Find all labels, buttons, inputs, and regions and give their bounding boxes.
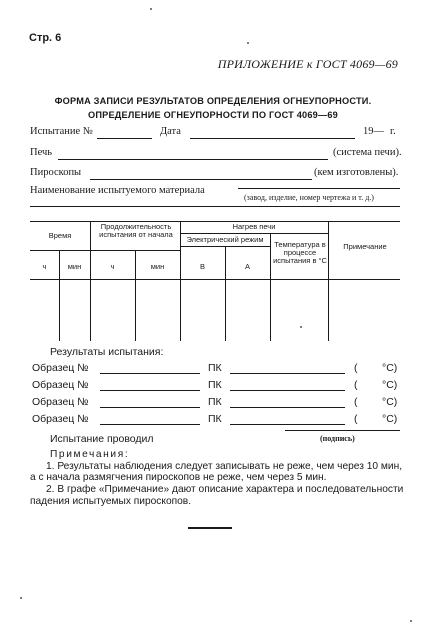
pk-field[interactable] <box>230 407 345 408</box>
furnace-label: Печь <box>30 147 53 158</box>
pk-label: ПК <box>208 362 222 374</box>
sample-row-3 <box>32 396 402 412</box>
sample-row-1 <box>32 362 402 378</box>
col-line-2 <box>90 221 91 341</box>
pk-field[interactable] <box>230 390 345 391</box>
speck <box>247 42 249 44</box>
appendix-title: ПРИЛОЖЕНИЕ к ГОСТ 4069—69 <box>217 57 398 71</box>
time-divider <box>30 250 180 251</box>
note-2-line-1: 2. В графе «Примечание» дают описание характера и последовательности <box>46 484 404 495</box>
electric-mode-header: Электрический режим <box>186 235 264 244</box>
hours-header-1: ч <box>42 262 47 271</box>
test-number-field[interactable] <box>97 138 152 139</box>
celsius-unit: °С) <box>382 413 398 425</box>
speck <box>20 597 22 599</box>
amps-header: А <box>244 262 250 271</box>
sample-row-2 <box>32 379 402 395</box>
furnace-field[interactable] <box>58 159 328 160</box>
notes-heading: Примечания: <box>50 449 130 460</box>
speck <box>150 8 152 10</box>
sample-label: Образец № <box>32 413 89 425</box>
speck <box>300 326 302 328</box>
sample-number-field[interactable] <box>100 373 200 374</box>
open-paren: ( <box>354 362 358 374</box>
remark-header: Примечание <box>343 242 387 251</box>
note-1-line-2: а с начала размягчения пироскопов не реже, чем через 5 мин. <box>30 472 327 483</box>
temperature-header: Температура в процессе испытания в °С <box>273 240 327 265</box>
pyroscopes-field[interactable] <box>90 179 312 180</box>
minutes-header-2: мин <box>150 262 165 271</box>
sample-number-field[interactable] <box>100 390 200 391</box>
form-title-line-2: ОПРЕДЕЛЕНИЕ ОГНЕУПОРНОСТИ ПО ГОСТ 4069—69 <box>88 110 338 120</box>
col-line-5 <box>225 246 226 341</box>
celsius-unit: °С) <box>382 379 398 391</box>
note-1-line-1: 1. Результаты наблюдения следует записывать не реже, чем через 10 мин, <box>46 461 403 472</box>
heating-header: Нагрев печи <box>232 222 276 231</box>
hours-header-2: ч <box>110 262 115 271</box>
col-line-7 <box>328 221 329 341</box>
sample-number-field[interactable] <box>100 407 200 408</box>
pk-label: ПК <box>208 413 222 425</box>
material-field[interactable] <box>238 188 400 189</box>
form-title-line-1: ФОРМА ЗАПИСИ РЕЗУЛЬТАТОВ ОПРЕДЕЛЕНИЯ ОГНЕУПОРНОСТИ. <box>54 96 372 106</box>
pk-field[interactable] <box>230 373 345 374</box>
time-header: Время <box>48 231 72 240</box>
open-paren: ( <box>354 396 358 408</box>
col-line-6 <box>270 233 271 341</box>
year-prefix: 19— <box>363 126 384 137</box>
pk-label: ПК <box>208 396 222 408</box>
conducted-label: Испытание проводил <box>50 433 154 445</box>
minutes-header-1: мин <box>67 262 82 271</box>
end-rule <box>188 527 232 529</box>
volts-header: В <box>199 262 205 271</box>
pk-label: ПК <box>208 379 222 391</box>
observations-table <box>30 221 400 341</box>
sample-label: Образец № <box>32 362 89 374</box>
signature-field[interactable] <box>285 430 400 431</box>
open-paren: ( <box>354 379 358 391</box>
test-number-label: Испытание № <box>30 126 93 137</box>
sample-row-4 <box>32 413 402 429</box>
heating-divider <box>180 233 328 234</box>
sample-number-field[interactable] <box>100 424 200 425</box>
duration-header: Продолжительность испытания от начала <box>99 222 173 239</box>
celsius-unit: °С) <box>382 396 398 408</box>
material-extra-line[interactable] <box>30 206 400 207</box>
sample-label: Образец № <box>32 396 89 408</box>
signature-note: (подпись) <box>320 434 355 443</box>
pk-field[interactable] <box>230 424 345 425</box>
pyroscopes-note: (кем изготовлены). <box>314 167 399 178</box>
table-top-border <box>30 221 400 222</box>
speck <box>410 620 412 622</box>
date-field[interactable] <box>190 138 355 139</box>
pyroscopes-label: Пироскопы <box>30 167 82 178</box>
header-bottom-border <box>30 279 400 280</box>
page-number: Стр. 6 <box>29 32 62 44</box>
furnace-note: (система печи). <box>333 147 402 158</box>
celsius-unit: °С) <box>382 362 398 374</box>
date-label: Дата <box>160 126 181 137</box>
sample-label: Образец № <box>32 379 89 391</box>
open-paren: ( <box>354 413 358 425</box>
results-heading: Результаты испытания: <box>50 346 164 358</box>
note-2-line-2: падения испытуемых пироскопов. <box>30 496 192 507</box>
material-label: Наименование испытуемого материала <box>30 185 205 196</box>
year-suffix: г. <box>390 126 396 137</box>
material-note: (завод, изделие, номер чертежа и т. д.) <box>244 193 374 202</box>
